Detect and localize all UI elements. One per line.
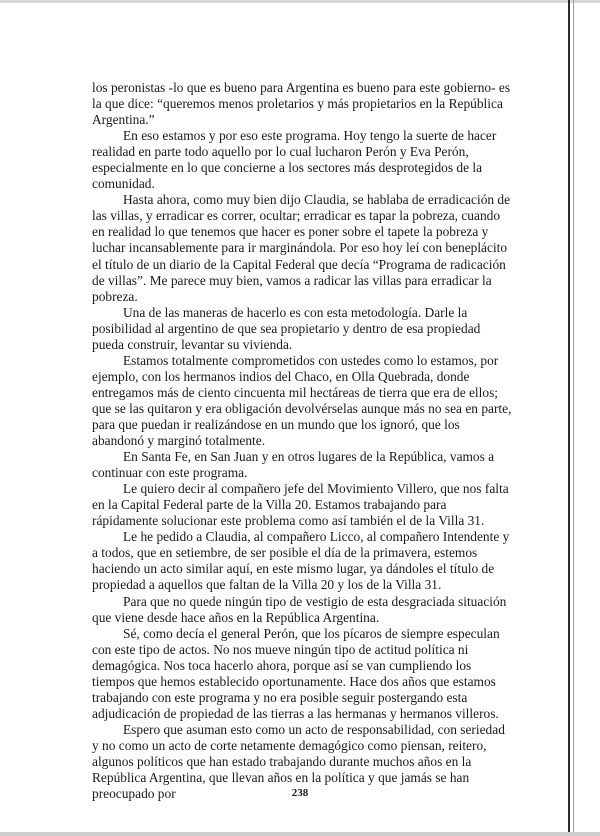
page-number: 238 bbox=[291, 787, 309, 799]
page-body-text bbox=[92, 80, 514, 802]
paragraph: Para que no quede ningún tipo de vestigio de esta desgraciada situación que viene desde hace años en la República Argentina. bbox=[92, 593, 507, 625]
paragraph: En eso estamos y por eso este programa. Hoy tengo la suerte de hacer realidad en parte todo aquello por lo cual lucharon Perón y Eva Perón, especialmente en lo que concierne a los sectores más desprotegidos de la comunidad. bbox=[92, 128, 497, 192]
paragraph: Sé, como decía el general Perón, que los pícaros de siempre especulan con este tipo de actos. No nos mueve ningún tipo de actitud política ni demagógica. Nos toca hacerlo ahora, porque así se van cumpliendo los tiempos que hemos establecido oportunamente. Hace dos años que estamos trabajando con este programa y no era posible seguir postergando esta adjudicación de propiedad de las tierras a las hermanas y hermanos villeros. bbox=[92, 625, 500, 721]
paragraph: Le quiero decir al compañero jefe del Movimiento Villero, que nos falta en la Capital Federal parte de la Villa 20. Estamos trabajando para rápidamente solucionar este problema como así también el de la Villa 31. bbox=[92, 481, 509, 529]
scan-right-edge bbox=[568, 0, 570, 836]
scan-top-edge bbox=[0, 0, 600, 3]
paragraph: Hasta ahora, como muy bien dijo Claudia, se hablaba de erradicación de las villas, y erradicar es correr, ocultar; erradicar es tapar la pobreza, cuando en realidad lo que tenemos que hacer es poner sobre el tapete la pobreza y luchar incansablemente para ir marginándola. Por eso hoy leí con beneplácito el título de un diario de la Capital Federal que decía “Programa de radicación de villas”. Me parece muy bien, vamos a radicar las villas para erradicar la pobreza. bbox=[92, 192, 511, 304]
scan-bottom-edge bbox=[0, 832, 600, 836]
scan-right-edge-light bbox=[573, 0, 574, 836]
paragraph: Estamos totalmente comprometidos con ustedes como lo estamos, por ejemplo, con los hermanos indios del Chaco, en Olla Quebrada, donde entregamos más de ciento cincuenta mil hectáreas de tierra que era de ellos; que se las quitaron y era obligación devolvérselas aunque más no sea en parte, para que puedan ir realizándose en un mundo que los ignoró, que los abandonó y marginó totalmente. bbox=[92, 352, 512, 449]
paragraph: Una de las maneras de hacerlo es con esta metodología. Darle la posibilidad al argentino de que sea propietario y dentro de esa propiedad pueda construir, levantar su vivienda. bbox=[92, 304, 481, 352]
paragraph-continuation: los peronistas -lo que es bueno para Argentina es bueno para este gobierno- es la que dice: “queremos menos proletarios y más propietarios en la República Argentina.” bbox=[92, 80, 511, 128]
paragraph: Le he pedido a Claudia, al compañero Licco, al compañero Intendente y a todos, que en setiembre, de ser posible el día de la primavera, estemos haciendo un acto similar aquí, en este mismo lugar, ya dándoles el título de propiedad a aquellos que faltan de la Villa 20 y los de la Villa 31. bbox=[92, 529, 510, 593]
paragraph: En Santa Fe, en San Juan y en otros lugares de la República, vamos a continuar con este programa. bbox=[92, 449, 495, 481]
paragraph: Espero que asuman esto como un acto de responsabilidad, con seriedad y no como un acto de corte netamente demagógico como piensan, reitero, algunos políticos que han estado trabajando durante muchos años en la República Argentina, que llevan años en la política y que jamás se han preocupado por bbox=[92, 721, 505, 802]
